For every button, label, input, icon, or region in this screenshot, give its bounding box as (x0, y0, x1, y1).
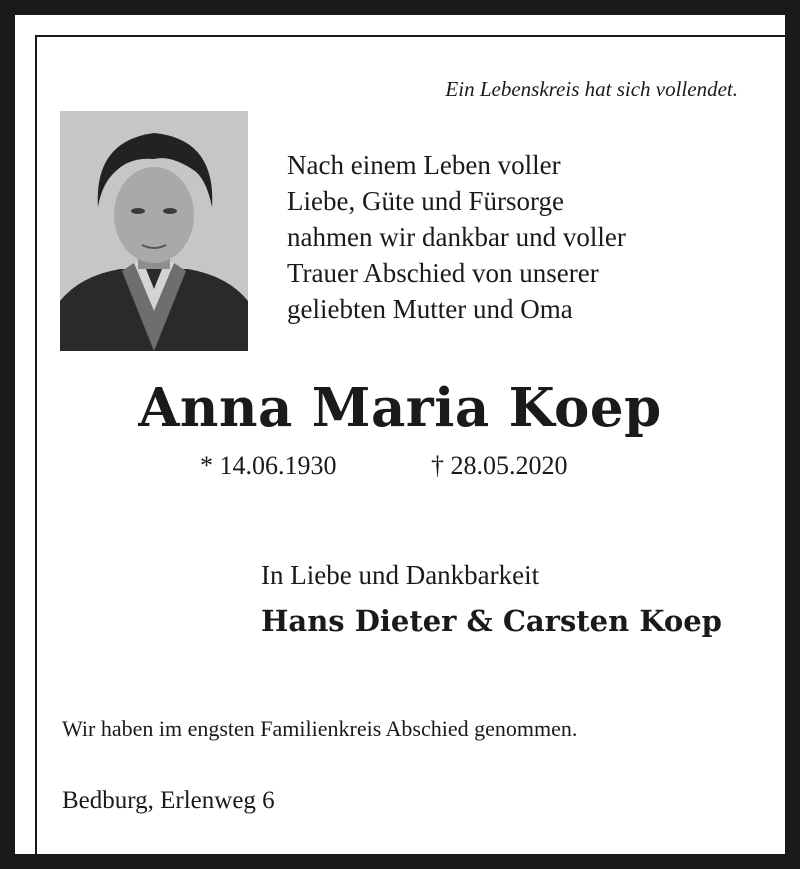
intro-line: Liebe, Güte und Fürsorge (287, 186, 564, 216)
address-text: Bedburg, Erlenweg 6 (62, 787, 275, 814)
farewell-note: Wir haben im engsten Familienkreis Abschied genommen. (62, 716, 578, 741)
intro-line: geliebten Mutter und Oma (287, 294, 573, 324)
intro-line: Nach einem Leben voller (287, 150, 561, 180)
deceased-name: Anna Maria Koep (138, 377, 662, 439)
family-names: Hans Dieter & Carsten Koep (261, 604, 722, 638)
motto-text: Ein Lebenskreis hat sich vollendet. (445, 77, 738, 101)
portrait-image (60, 111, 248, 351)
death-date: † 28.05.2020 (431, 451, 568, 480)
intro-text (287, 147, 747, 327)
portrait-photo (60, 111, 248, 351)
intro-line: Trauer Abschied von unserer (287, 258, 599, 288)
thanks-text: In Liebe und Dankbarkeit (261, 560, 540, 590)
birth-date: * 14.06.1930 (200, 451, 337, 480)
intro-line: nahmen wir dankbar und voller (287, 222, 626, 252)
